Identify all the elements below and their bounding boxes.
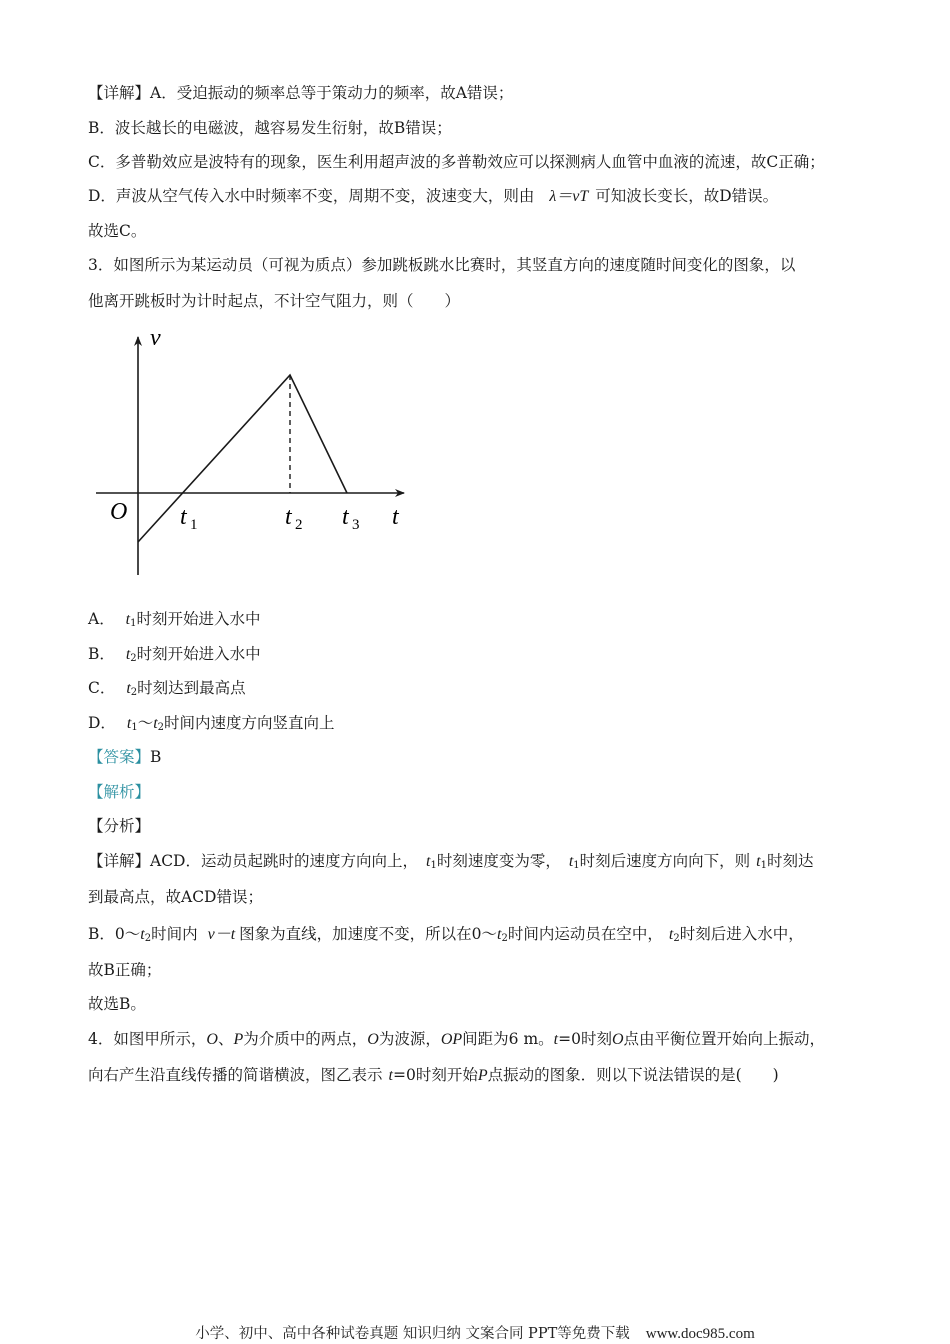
q4-stem-line2: 向右产生沿直线传播的简谐横波，图乙表示 t=0时刻开始P点振动的图象．则以下说法错误的是( ) bbox=[88, 1066, 779, 1084]
answer-label: 【答案】 bbox=[88, 748, 151, 766]
origin-label: O bbox=[110, 499, 128, 525]
t3-tick-label bbox=[342, 504, 360, 533]
q2-detail-d bbox=[88, 185, 778, 208]
answer-line bbox=[88, 746, 161, 768]
t2-tick-label bbox=[285, 504, 303, 533]
detail-b-line2: 故B正确； bbox=[88, 961, 162, 979]
q3-stem-line1: 3．如图所示为某运动员（可视为质点）参加跳板跳水比赛时，其竖直方向的速度随时间变化的图象，以 bbox=[88, 256, 796, 274]
answer-value: B bbox=[150, 748, 162, 766]
detail-acd: 【详解】ACD．运动员起跳时的速度方向向上， $t_1$时刻速度变为零， $t_1$时刻后速度方向向下，则 $t_1$时刻达 bbox=[88, 852, 814, 871]
velocity-line bbox=[138, 375, 347, 542]
detail-b: B．$0\sim t_2$时间内 v－t 图象为直线，加速度不变，所以在$0\sim t_2$时间内运动员在空中， $t_2$时刻后进入水中， bbox=[88, 925, 804, 944]
q2-detail-c: C．多普勒效应是波特有的现象，医生利用超声波的多普勒效应可以探测病人血管中血液的流速，故C正确； bbox=[88, 153, 825, 171]
q3-conclusion: 故选B。 bbox=[88, 995, 146, 1013]
q2-detail-d-pre: D．声波从空气传入水中时频率不变，周期不变，波速变大，则由 bbox=[88, 187, 535, 205]
svg-text:1: 1 bbox=[190, 517, 198, 533]
svg-text:t: t bbox=[285, 504, 292, 530]
analysis-sub-label: 【分析】 bbox=[88, 817, 151, 835]
option-b: B． $t_2$时刻开始进入水中 bbox=[88, 645, 261, 664]
analysis-label: 【解析】 bbox=[88, 783, 151, 801]
v-axis-label: v bbox=[150, 325, 161, 351]
svg-text:2: 2 bbox=[295, 517, 303, 533]
q3-stem-line2: 他离开跳板时为计时起点，不计空气阻力，则（ ） bbox=[88, 292, 461, 310]
svg-text:t: t bbox=[180, 504, 187, 530]
svg-text:3: 3 bbox=[352, 517, 360, 533]
footer-text: 小学、初中、高中各种试卷真题 知识归纳 文案合同 PPT等免费下载 bbox=[195, 1326, 630, 1342]
q4-stem-line1: 4．如图甲所示，O、P为介质中的两点，O为波源，OP间距为6 m。t=0时刻O点由平衡位置开始向上振动， bbox=[88, 1030, 826, 1048]
page-footer bbox=[0, 1322, 950, 1343]
velocity-time-graph bbox=[92, 323, 422, 578]
option-a: A． $t_1$时刻开始进入水中 bbox=[88, 610, 261, 629]
svg-text:t: t bbox=[342, 504, 349, 530]
q2-detail-d-post: 可知波长变长，故D错误。 bbox=[595, 187, 779, 205]
wavelength-formula: λ＝vT bbox=[549, 188, 589, 205]
option-d: D． $t_1\sim t_2$时间内速度方向竖直向上 bbox=[88, 714, 335, 733]
option-c: C． $t_2$时刻达到最高点 bbox=[88, 679, 246, 698]
q2-conclusion: 故选C。 bbox=[88, 222, 147, 240]
footer-url[interactable]: www.doc985.com bbox=[645, 1326, 755, 1342]
t1-tick-label bbox=[180, 504, 198, 533]
q2-detail-a: 【详解】A．受迫振动的频率总等于策动力的频率，故A错误； bbox=[88, 84, 514, 102]
t-axis-label: t bbox=[392, 504, 399, 530]
q2-detail-b: B．波长越长的电磁波，越容易发生衍射，故B错误； bbox=[88, 119, 452, 137]
detail-acd-line2: 到最高点，故ACD错误； bbox=[88, 888, 263, 906]
